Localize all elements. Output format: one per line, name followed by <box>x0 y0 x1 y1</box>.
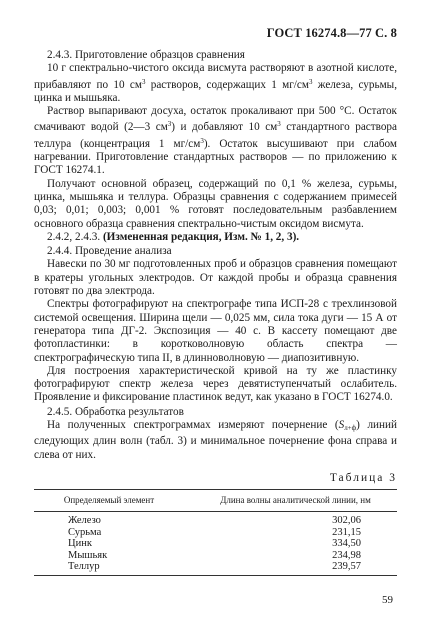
wavelength-cell: 231,15 <box>332 526 361 538</box>
page-content <box>34 48 397 576</box>
paragraph: Навески по 30 мг подготовленных проб и образцов сравнения помещают в кратеры угольных электродов. От каждой пробы и образца сравнения готовят по два электрода. <box>34 258 397 298</box>
wavelength-table <box>34 489 397 576</box>
running-header: ГОСТ 16274.8—77 С. 8 <box>266 26 397 40</box>
table-row <box>34 550 397 562</box>
element-cell: Железо <box>68 515 101 527</box>
table-row <box>34 515 397 527</box>
table-title: Таблица 3 <box>329 471 397 484</box>
element-cell: Мышьяк <box>68 549 108 561</box>
section-2-4-5-heading: 2.4.5. Обработка результатов <box>47 405 184 418</box>
column-header-wavelength: Длина волны аналитической линии, нм <box>220 495 371 506</box>
paragraph: Для построения характеристической кривой на ту же пластинку фотографируют спектр железа через девятиступенчатый ослабитель. Проявление и фиксирование пластинок ведут, как указано в ГОСТ 16274.0. <box>34 364 397 404</box>
table-row <box>34 527 397 539</box>
element-cell: Цинк <box>68 538 92 550</box>
element-cell: Теллур <box>68 561 100 573</box>
wavelength-cell: 302,06 <box>332 515 361 527</box>
column-header-element: Определяемый элемент <box>63 495 155 506</box>
paragraph: 10 г спектрально-чистого оксида висмута растворяют в азотной кислоте, прибавляют по 10 $см^3$ растворов, содержащих 1 $мг/см^3$ железа, сурьмы, цинка и мышьяка. <box>34 62 397 104</box>
section-2-4-3-heading: 2.4.3. Приготовление образцов сравнения <box>47 49 245 61</box>
wavelength-cell: 234,98 <box>332 549 361 561</box>
table-body <box>34 512 397 575</box>
table-row <box>34 561 397 573</box>
paragraph: Получают основной образец, содержащий по 0,1 % железа, сурьмы, цинка, мышьяка и теллура. Образцы сравнения с содержанием примесей 0,03; 0,01; 0,003; 0,001 % готовят последовательным разбавлением основного образца сравнения спектрально-чистым оксидом висмута. <box>34 177 397 230</box>
table-header <box>34 490 397 512</box>
table-row <box>34 538 397 550</box>
section-2-4-4-heading: 2.4.4. Проведение анализа <box>47 245 172 258</box>
wavelength-cell: 334,50 <box>332 538 361 550</box>
wavelength-cell: 239,57 <box>332 561 361 573</box>
element-cell: Сурьма <box>68 526 102 538</box>
amendment-note: 2.4.2, 2.4.3. (Измененная редакция, Изм. № 1, 2, 3). <box>47 230 300 243</box>
paragraph: Раствор выпаривают досуха, остаток прокаливают при 500 °С. Остаток смачивают водой (2—3 $см^3$) и добавляют 10 $см^3$ стандартного раствора теллура (концентрация 1 $мг/см^3$). Остаток высушивают при слабом нагревании. Приготовление стандартных растворов — по приложению к ГОСТ 16274.1. <box>34 105 397 177</box>
page-number: 59 <box>382 594 393 606</box>
paragraph: На полученных спектрограммах измеряют почернение $(S_{л+ф})$ линий следующих длин волн (табл. 3) и минимальное почернение фона справа и слева от них. <box>34 419 397 461</box>
paragraph: Спектры фотографируют на спектрографе типа ИСП-28 с трехлинзовой системой освещения. Ширина щели — 0,025 мм, сила тока дуги — 15 А от генератора типа ДГ-2. Экспозиция — 40 с. В кассету помещают две фотопластинки: в коротковолновую область спектра — спектрографическую типа II, в длинноволновую — диапозитивную. <box>34 298 397 364</box>
